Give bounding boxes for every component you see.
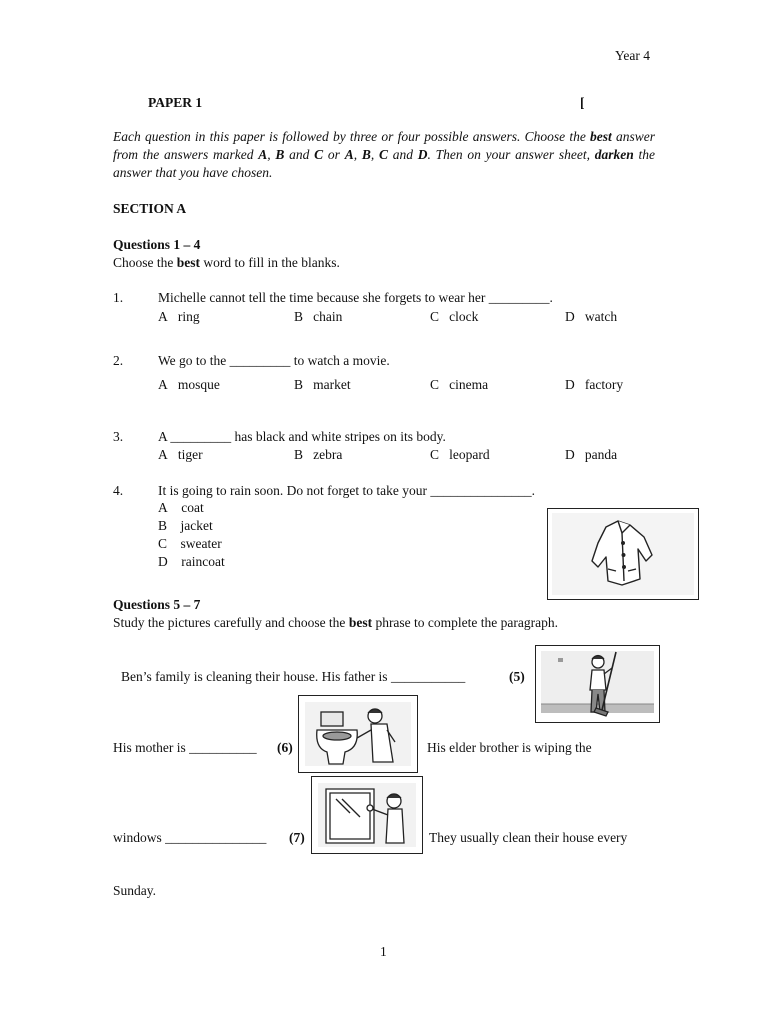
question-text: Michelle cannot tell the time because she forgets to wear her _________. (158, 290, 553, 305)
option-d: D watch (565, 309, 618, 324)
question-text: It is going to rain soon. Do not forget to take your _______________. (158, 483, 535, 498)
paper-bracket: [ (580, 95, 585, 110)
jacket-illustration (547, 508, 699, 600)
option-c: C sweater (158, 536, 222, 551)
option-d: D panda (565, 447, 618, 462)
paragraph-line-2b: His elder brother is wiping the (427, 740, 592, 755)
blank-number-6: (6) (277, 740, 293, 755)
paper-title: PAPER 1 (148, 95, 203, 110)
question-text: A _________ has black and white stripes on its body. (158, 429, 446, 444)
option-b: B jacket (158, 518, 213, 533)
option-c: C leopard (430, 447, 490, 462)
blank-number-5: (5) (509, 669, 525, 684)
question-text: We go to the _________ to watch a movie. (158, 353, 390, 368)
paragraph-line-3: windows _______________ (113, 830, 267, 845)
group2-instruction: Study the pictures carefully and choose the best phrase to complete the paragraph. (113, 615, 558, 630)
option-b: B chain (294, 309, 343, 324)
question-number: 3. (113, 429, 124, 444)
blank-number-7: (7) (289, 830, 305, 845)
group1-instruction: Choose the best word to fill in the blanks. (113, 255, 340, 270)
mother-cleaning-toilet-illustration (298, 695, 418, 773)
group1-title: Questions 1 – 4 (113, 237, 201, 252)
group2-title: Questions 5 – 7 (113, 597, 201, 612)
option-a: A coat (158, 500, 204, 515)
option-c: C cinema (430, 377, 489, 392)
year-label: Year 4 (615, 48, 651, 63)
paragraph-line-1: Ben’s family is cleaning their house. His father is ___________ (121, 669, 466, 684)
option-a: A mosque (158, 377, 220, 392)
question-number: 4. (113, 483, 124, 498)
father-sweeping-illustration (535, 645, 660, 723)
paragraph-line-2: His mother is __________ (113, 740, 257, 755)
page-number: 1 (380, 944, 387, 959)
paragraph-line-4: Sunday. (113, 883, 156, 898)
option-a: A tiger (158, 447, 203, 462)
paragraph-line-3b: They usually clean their house every (429, 830, 628, 845)
option-d: D raincoat (158, 554, 225, 569)
option-b: B zebra (294, 447, 343, 462)
brother-wiping-window-illustration (311, 776, 423, 854)
option-c: C clock (430, 309, 479, 324)
option-a: A ring (158, 309, 200, 324)
section-title: SECTION A (113, 201, 187, 216)
question-number: 1. (113, 290, 124, 305)
option-b: B market (294, 377, 351, 392)
instructions: Each question in this paper is followed by three or four possible answers. Choose the best answer from the answers marked A, B and C or A, B, C and D. Then on your answer sheet, darken the answer that you have chosen. (113, 129, 655, 180)
question-number: 2. (113, 353, 124, 368)
option-d: D factory (565, 377, 624, 392)
